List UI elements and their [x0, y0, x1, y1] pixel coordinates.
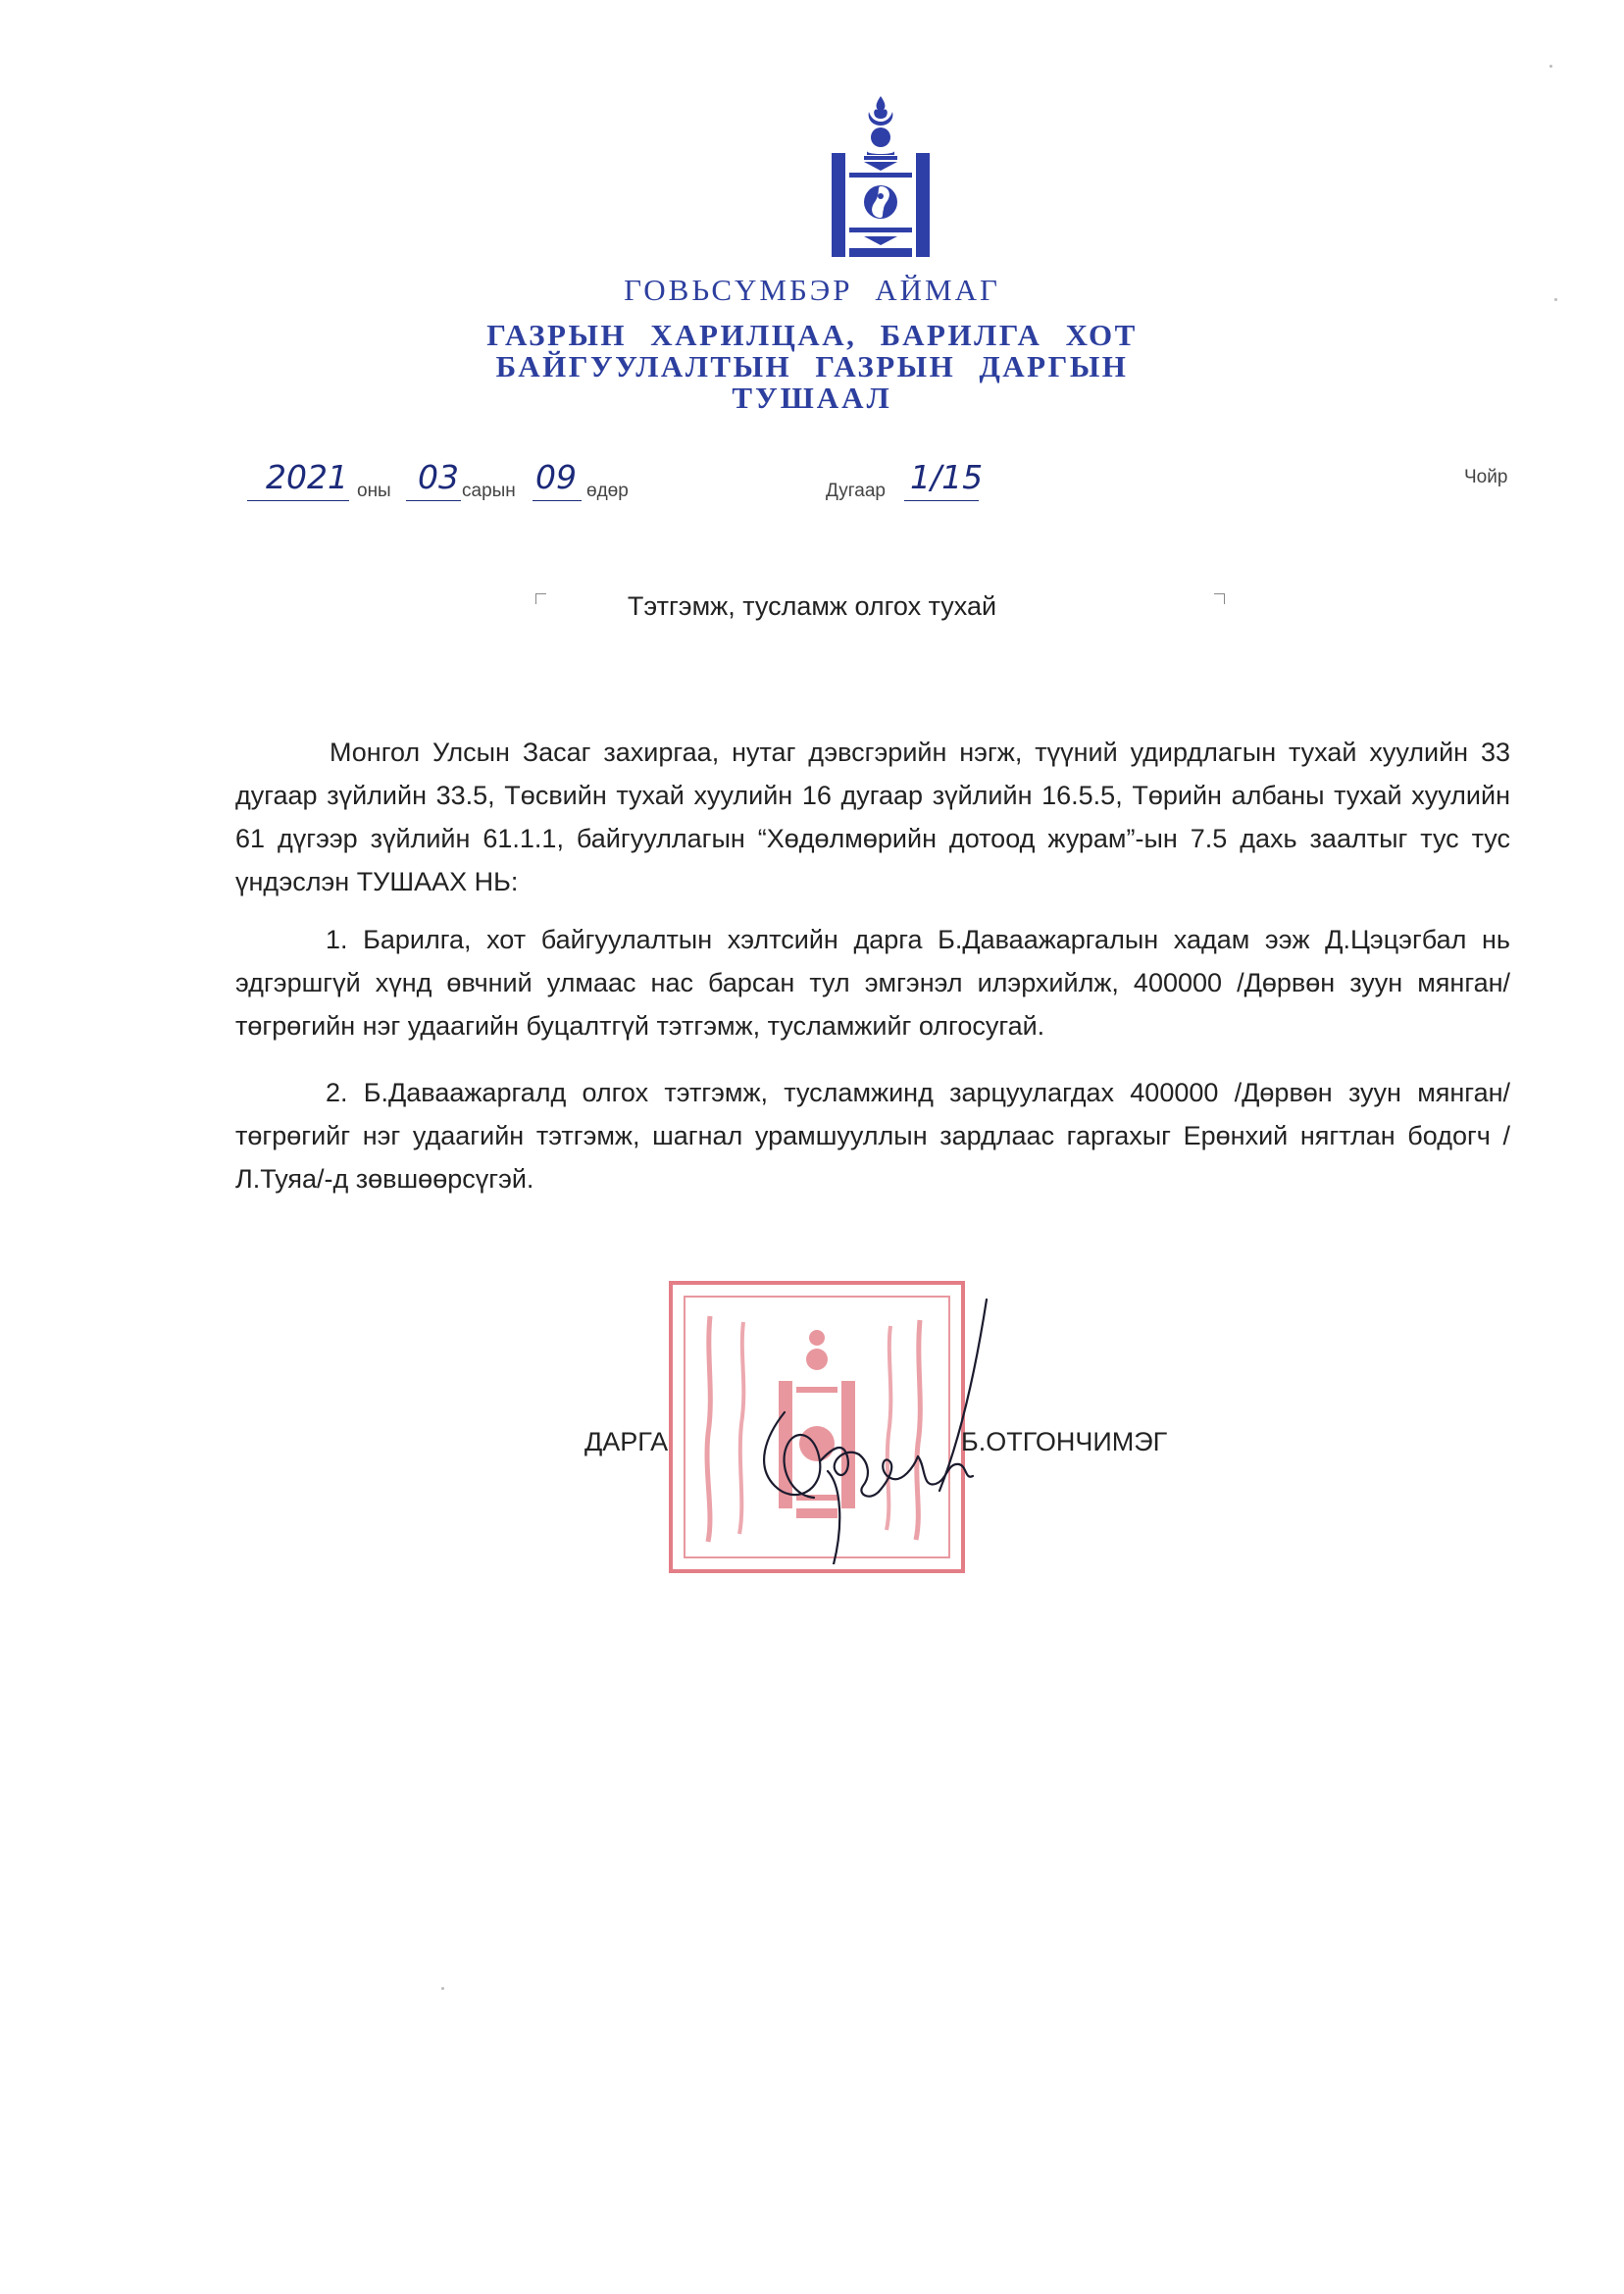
soyombo-emblem: [832, 94, 930, 257]
document-type-heading: ТУШААЛ: [732, 381, 892, 415]
scan-speck: [1549, 65, 1552, 68]
month-handwritten: 03: [418, 458, 459, 496]
handwritten-signature: [726, 1270, 990, 1564]
number-underline: [904, 500, 979, 501]
scan-speck: [1554, 298, 1557, 301]
date-number-line: [0, 449, 1624, 508]
year-label: оны: [357, 481, 391, 501]
day-underline: [533, 500, 582, 501]
province-heading: ГОВЬСҮМБЭР АЙМАГ: [624, 273, 1000, 307]
document-subject: Тэтгэмж, тусламж олгох тухай: [627, 591, 997, 621]
signatory-name: Б.ОТГОНЧИМЭГ: [961, 1427, 1168, 1456]
order-item-2: 2. Б.Даваажаргалд олгох тэтгэмж, тусламжинд зарцуулагдах 400000 /Дөрвөн зуун мянган/ төгрөгийг нэг удаагийн тэтгэмж, шагнал урамшууллын зардлаас гаргахыг Ерөнхий нягтлан бодогч /Л.Туяа/-д зөвшөөрсүгэй.: [235, 1078, 1510, 1194]
day-handwritten: 09: [535, 458, 577, 496]
year-underline: [247, 500, 349, 501]
number-label: Дугаар: [826, 481, 886, 501]
month-label: сарын: [462, 481, 516, 501]
number-handwritten: 1/15: [910, 458, 984, 496]
order-item-1: 1. Барилга, хот байгуулалтын хэлтсийн дарга Б.Даваажаргалын хадам ээж Д.Цэцэгбал нь эдгэршгүй хүнд өвчний улмаас нас барсан тул эмгэнэл илэрхийлж, 400000 /Дөрвөн зуун мянган/ төгрөгийн нэг удаагийн буцалтгүй тэтгэмж, тусламжийг олгосугай.: [235, 925, 1510, 1041]
year-handwritten: 2021: [266, 458, 348, 496]
organization-heading-line2: БАЙГУУЛАЛТЫН ГАЗРЫН ДАРГЫН: [495, 349, 1129, 383]
place-label: Чойр: [1464, 467, 1508, 487]
organization-heading-line1: ГАЗРЫН ХАРИЛЦАА, БАРИЛГА ХОТ: [486, 318, 1138, 352]
intro-paragraph: Монгол Улсын Засаг захиргаа, нутаг дэвсгэрийн нэгж, түүний удирдлагын тухай хуулийн 33 дугаар зүйлийн 33.5, Төсвийн тухай хуулийн 16 дугаар зүйлийн 16.5.5, Төрийн албаны тухай хуулийн 61 дүгээр зүйлийн 61.1.1, байгууллагын “Хөдөлмөрийн дотоод журам”-ын 7.5 дахь заалтыг тус тус үндэслэн ТУШААХ НЬ:: [235, 738, 1510, 896]
day-label: өдөр: [586, 481, 629, 501]
scan-speck: [441, 1987, 444, 1990]
month-underline: [406, 500, 461, 501]
signatory-title: ДАРГА: [584, 1427, 669, 1456]
